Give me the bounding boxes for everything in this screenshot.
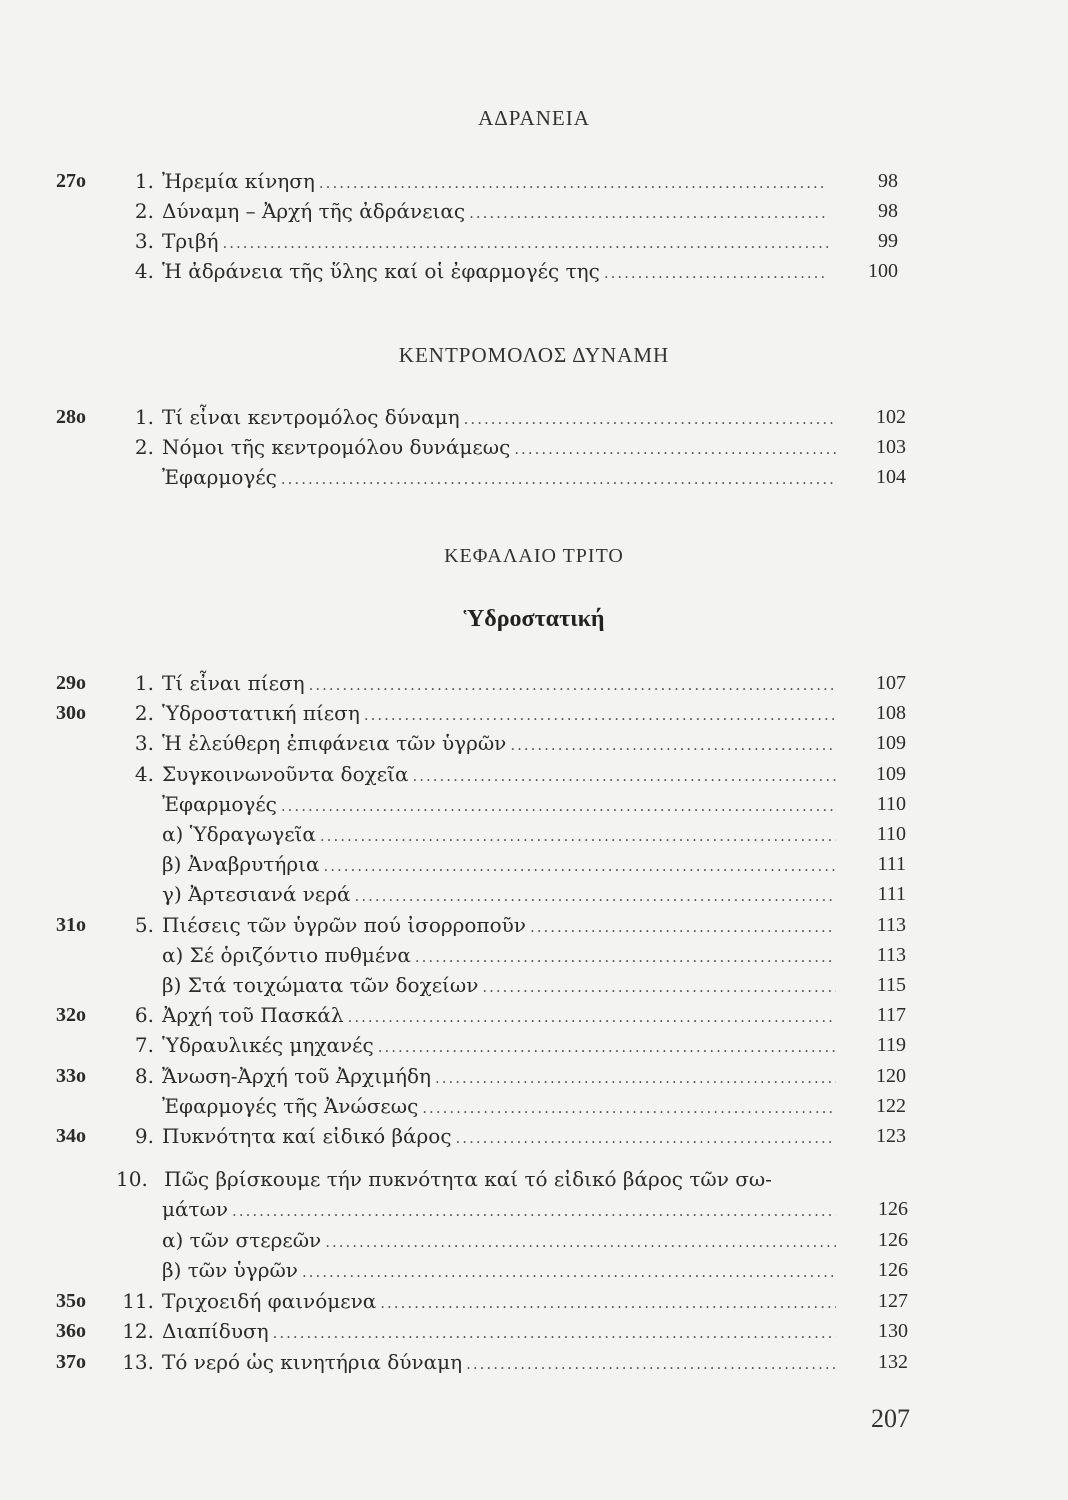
section-heading-adraneia: ΑΔΡΑΝΕΙΑ — [478, 106, 590, 130]
toc-entry-leader — [116, 166, 828, 198]
leader-dots — [348, 1002, 836, 1032]
toc-entry — [0, 728, 1068, 758]
leader-dots — [320, 821, 836, 851]
toc-entry-leader — [116, 759, 836, 791]
toc-entry-number: 2. — [134, 701, 154, 726]
toc-entry-leader — [116, 910, 836, 942]
leader-dots — [510, 730, 836, 760]
toc-entry — [0, 1286, 1068, 1316]
toc-entry-title: Ἀρχή τοῦ Πασκάλ — [162, 1003, 344, 1028]
toc-entry-number: 13. — [122, 1349, 154, 1374]
toc-entry-title-line2: μάτων — [162, 1197, 229, 1221]
toc-entry-page: 110 — [876, 823, 906, 845]
leader-dots — [323, 851, 836, 881]
leader-dots — [466, 1349, 836, 1379]
toc-entry-title: Ἄνωση-Ἀρχή τοῦ Ἀρχιμήδη — [162, 1063, 431, 1088]
toc-entry — [0, 1000, 1068, 1030]
leader-dots — [412, 761, 836, 791]
toc-entry — [0, 226, 1068, 256]
toc-entry — [0, 819, 1068, 849]
toc-entry — [0, 402, 1068, 432]
leader-dots — [469, 198, 828, 228]
toc-entry — [0, 1061, 1068, 1091]
toc-entry — [0, 668, 1068, 698]
leader-dots — [380, 1288, 836, 1318]
toc-entry-number: 3. — [134, 731, 154, 756]
toc-entry-page: 123 — [876, 1125, 906, 1147]
toc-entry-leader — [116, 196, 828, 228]
toc-entry-leader — [116, 668, 836, 700]
toc-entry — [0, 759, 1068, 789]
toc-entry-title: Ἠρεμία κίνηση — [162, 169, 315, 193]
leader-dots — [456, 1123, 836, 1153]
toc-entry-page: 104 — [876, 466, 906, 488]
session-number: 37ο — [56, 1350, 86, 1373]
toc-entry-page: 126 — [878, 1198, 908, 1220]
toc-entry — [0, 1121, 1068, 1151]
session-number: 36ο — [56, 1320, 86, 1343]
leader-dots — [355, 881, 836, 911]
toc-entry-page: 110 — [876, 792, 906, 815]
toc-entry-leader — [116, 1121, 836, 1153]
toc-entry-title: Τριβή — [162, 229, 219, 253]
toc-entry-leader — [116, 226, 828, 258]
toc-entry-page: 111 — [877, 853, 906, 876]
toc-entry-page: 108 — [876, 702, 906, 725]
toc-entry-title: Πυκνότητα καί εἰδικό βάρος — [162, 1124, 452, 1148]
leader-dots — [309, 670, 836, 700]
toc-entry-title: α) Σέ ὁριζόντιο πυθμένα — [162, 942, 411, 967]
toc-entry — [0, 970, 1068, 1000]
toc-entry-page: 98 — [878, 200, 898, 222]
toc-entry — [0, 879, 1068, 909]
toc-entry — [0, 1091, 1068, 1121]
toc-entry-page: 107 — [876, 672, 906, 694]
toc-entry-leader — [116, 1286, 836, 1318]
leader-dots — [281, 791, 836, 821]
toc-entry-leader — [162, 879, 836, 911]
toc-entry-page: 109 — [876, 762, 906, 785]
chapter-title: Ὑδροστατική — [463, 606, 605, 632]
toc-entry-page: 122 — [876, 1094, 906, 1117]
toc-entry-title: Ἐφαρμογές τῆς Ἀνώσεως — [162, 1093, 419, 1118]
toc-entry-leader — [162, 1225, 836, 1257]
toc-entry-page: 126 — [878, 1259, 908, 1282]
toc-entry-number: 1. — [134, 671, 154, 695]
toc-entry — [0, 849, 1068, 879]
toc-entry-leader — [162, 1091, 836, 1123]
session-number: 30ο — [56, 702, 86, 725]
toc-entry — [0, 1255, 1068, 1285]
leader-dots — [281, 464, 836, 494]
toc-entry-number: 1. — [134, 405, 154, 429]
session-number: 31ο — [56, 913, 86, 936]
leader-dots — [232, 1196, 836, 1226]
leader-dots — [325, 1227, 836, 1257]
toc-entry-number: 5. — [134, 912, 154, 937]
toc-entry-title: Ἐφαρμογές — [162, 465, 277, 489]
leader-dots — [319, 168, 828, 198]
toc-entry-number: 3. — [134, 229, 154, 253]
toc-entry-number: 12. — [122, 1319, 154, 1344]
leader-dots — [422, 1093, 836, 1123]
session-number: 35ο — [56, 1289, 86, 1312]
toc-entry-leader — [116, 1000, 836, 1032]
page-number: 207 — [871, 1404, 910, 1433]
toc-entry-title: Ὑδραυλικές μηχανές — [162, 1033, 374, 1058]
leader-dots — [604, 258, 828, 288]
session-number: 33ο — [56, 1064, 86, 1087]
toc-entry — [0, 1030, 1068, 1060]
toc-entry-title: Διαπίδυση — [162, 1319, 269, 1344]
toc-entry-leader — [116, 402, 836, 434]
toc-entry — [0, 256, 1068, 286]
toc-entry-number: 7. — [134, 1033, 154, 1058]
toc-entry-title: β) Στά τοιχώματα τῶν δοχείων — [162, 973, 479, 997]
toc-entry-title: Τί εἶναι πίεση — [162, 671, 305, 695]
toc-entry-leader — [162, 970, 836, 1002]
toc-entry-leader — [162, 462, 836, 494]
leader-dots — [464, 404, 836, 434]
toc-entry-leader — [162, 940, 836, 972]
toc-entry-title: Ἡ ἀδράνεια τῆς ὕλης καί οἱ ἐφαρμογές της — [162, 259, 600, 283]
toc-entry-title: α) τῶν στερεῶν — [162, 1228, 322, 1252]
toc-entry-number: 1. — [134, 169, 154, 193]
toc-entry-leader — [162, 819, 836, 851]
toc-entry-page: 120 — [876, 1064, 906, 1087]
toc-entry-page: 111 — [877, 883, 906, 906]
toc-entry — [0, 940, 1068, 970]
leader-dots — [273, 1318, 836, 1348]
toc-entry-leader — [116, 256, 828, 288]
toc-entry — [0, 462, 1068, 492]
toc-entry — [0, 432, 1068, 462]
toc-entry-page: 117 — [876, 1004, 906, 1027]
toc-entry-leader — [116, 1347, 836, 1379]
toc-entry-title: Τό νερό ὡς κινητήρια δύναμη — [162, 1349, 463, 1374]
toc-entry-number: 4. — [134, 761, 154, 786]
chapter-heading: ΚΕΦΑΛΑΙΟ ΤΡΙΤΟ — [444, 545, 624, 567]
leader-dots — [222, 228, 828, 258]
toc-entry-page: 127 — [878, 1289, 908, 1312]
toc-entry-title: α) Ὑδραγωγεῖα — [162, 822, 316, 846]
toc-entry-title: Τριχοειδή φαινόμενα — [162, 1288, 377, 1313]
toc-entry-title — [116, 1164, 772, 1194]
toc-entry-number: 2. — [134, 199, 154, 223]
toc-entry-number: 2. — [134, 435, 154, 459]
session-number: 28ο — [56, 406, 86, 428]
section-heading-kentromolos: ΚΕΝΤΡΟΜΟΛΟΣ ΔΥΝΑΜΗ — [398, 343, 670, 367]
toc-entry-title: Πιέσεις τῶν ὑγρῶν πού ἰσορροποῦν — [162, 912, 526, 937]
toc-entry-leader — [116, 1030, 836, 1062]
toc-entry-page: 115 — [876, 974, 906, 996]
toc-entry-title: Ὑδροστατική πίεση — [162, 701, 360, 726]
toc-entry-leader — [162, 789, 836, 821]
toc-entry-continued — [0, 1194, 1068, 1224]
leader-dots — [364, 700, 836, 730]
toc-entry — [0, 910, 1068, 940]
leader-dots — [302, 1257, 836, 1287]
toc-entry-title: γ) Ἀρτεσιανά νερά — [162, 882, 351, 907]
leader-dots — [482, 972, 836, 1002]
toc-entry-leader — [116, 728, 836, 760]
toc-entry-title-line1: Πῶς βρίσκουμε τήν πυκνότητα καί τό εἰδικό βάρος τῶν σω- — [164, 1167, 772, 1191]
toc-entry-number: 10. — [116, 1167, 148, 1191]
toc-entry-page: 109 — [876, 732, 906, 755]
toc-entry-title: β) τῶν ὑγρῶν — [162, 1258, 298, 1283]
toc-entry-leader — [162, 849, 836, 881]
toc-entry-leader — [162, 1255, 836, 1287]
toc-entry-title: Τί εἶναι κεντρομόλος δύναμη — [162, 405, 460, 429]
toc-entry-title: Ἐφαρμογές — [162, 791, 277, 816]
toc-entry — [0, 1164, 1068, 1194]
toc-entry-title: Ἡ ἐλεύθερη ἐπιφάνεια τῶν ὑγρῶν — [162, 731, 507, 756]
toc-entry — [0, 1347, 1068, 1377]
toc-entry-number: 8. — [134, 1063, 154, 1088]
leader-dots — [530, 912, 836, 942]
toc-entry-leader — [116, 698, 836, 730]
toc-entry-page: 113 — [876, 943, 906, 966]
toc-entry-page: 119 — [876, 1034, 906, 1057]
toc-entry-title: Νόμοι τῆς κεντρομόλου δυνάμεως — [162, 435, 511, 459]
toc-entry-page: 103 — [876, 436, 906, 458]
session-number: 34ο — [56, 1125, 86, 1147]
leader-dots — [435, 1063, 836, 1093]
toc-entry-title: Δύναμη – Ἀρχή τῆς ἀδράνειας — [162, 199, 466, 223]
toc-entry-page: 102 — [876, 406, 906, 428]
toc-entry-leader — [116, 1061, 836, 1093]
toc-entry-leader — [116, 1316, 836, 1348]
toc-entry-number: 4. — [134, 259, 154, 283]
toc-entry-page: 98 — [878, 170, 898, 192]
toc-entry-page: 132 — [878, 1350, 908, 1373]
toc-entry — [0, 789, 1068, 819]
leader-dots — [378, 1032, 836, 1062]
leader-dots — [514, 434, 836, 464]
leader-dots — [415, 942, 836, 972]
toc-entry-page: 130 — [878, 1320, 908, 1343]
toc-entry-page: 99 — [878, 230, 898, 252]
toc-entry-leader — [116, 432, 836, 464]
session-number: 27ο — [56, 170, 86, 192]
toc-entry-page: 113 — [876, 913, 906, 936]
toc-entry-page: 100 — [868, 260, 898, 282]
session-number: 29ο — [56, 672, 86, 694]
toc-entry-leader — [162, 1194, 836, 1226]
toc-entry-number: 6. — [134, 1003, 154, 1028]
toc-entry-title: Συγκοινωνοῦντα δοχεῖα — [162, 761, 409, 786]
toc-entry-number: 11. — [122, 1288, 154, 1313]
toc-entry — [0, 698, 1068, 728]
toc-entry-title: β) Ἀναβρυτήρια — [162, 852, 320, 877]
toc-entry-number: 9. — [134, 1124, 154, 1148]
toc-entry — [0, 196, 1068, 226]
toc-entry — [0, 166, 1068, 196]
toc-entry — [0, 1225, 1068, 1255]
toc-entry-page: 126 — [878, 1229, 908, 1251]
toc-entry — [0, 1316, 1068, 1346]
session-number: 32ο — [56, 1004, 86, 1027]
